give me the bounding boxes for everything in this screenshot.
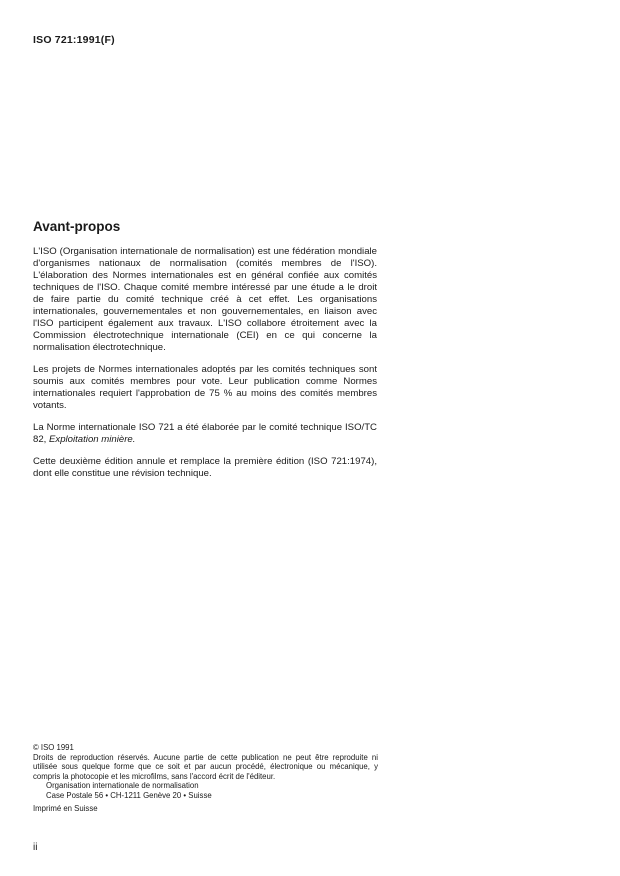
organisation-address: Case Postale 56 • CH-1211 Genève 20 • Suisse [46, 790, 212, 800]
copyright-notice: Droits de reproduction réservés. Aucune partie de cette publication ne peut être reproduite ni utilisée sous quelque forme que ce soit et par aucun procédé, électronique ou mécanique, y compris la photocopie et les microfilms, sans l'accord écrit de l'éditeur. [33, 752, 378, 781]
paragraph-edition: Cette deuxième édition annule et remplace la première édition (ISO 721:1974), dont elle constitue une révision technique. [33, 456, 377, 479]
document-reference: ISO 721:1991(F) [33, 34, 115, 46]
paragraph-committee [33, 422, 377, 446]
committee-title: Exploitation minière. [49, 434, 136, 445]
section-title: Avant-propos [33, 219, 121, 234]
foreword-body [33, 246, 377, 490]
paragraph-voting: Les projets de Normes internationales adoptés par les comités techniques sont soumis aux comités membres pour vote. Leur publication comme Normes internationales requiert l'approbation de 75 % au moins des comités membres votants. [33, 364, 377, 411]
page-number: ii [33, 842, 38, 853]
copyright-block [33, 743, 378, 813]
copyright-line: © ISO 1991 [33, 743, 74, 752]
printed-in: Imprimé en Suisse [33, 803, 98, 813]
committee-text: La Norme internationale ISO 721 a été élaborée par le comité technique ISO/TC 82, [33, 422, 377, 445]
organisation-name: Organisation internationale de normalisation [46, 781, 199, 791]
paragraph-iso-description: L'ISO (Organisation internationale de normalisation) est une fédération mondiale d'organismes nationaux de normalisation (comités membres de l'ISO). L'élaboration des Normes internationales est en général confiée aux comités techniques de l'ISO. Chaque comité membre intéressé par une étude a le droit de faire partie du comité technique créé à cet effet. Les organisations internationales, gouvernementales et non gouvernementales, en liaison avec l'ISO participent également aux travaux. L'ISO collabore étroitement avec la Commission électrotechnique internationale (CEI) en ce qui concerne la normalisation électrotechnique. [33, 246, 377, 353]
